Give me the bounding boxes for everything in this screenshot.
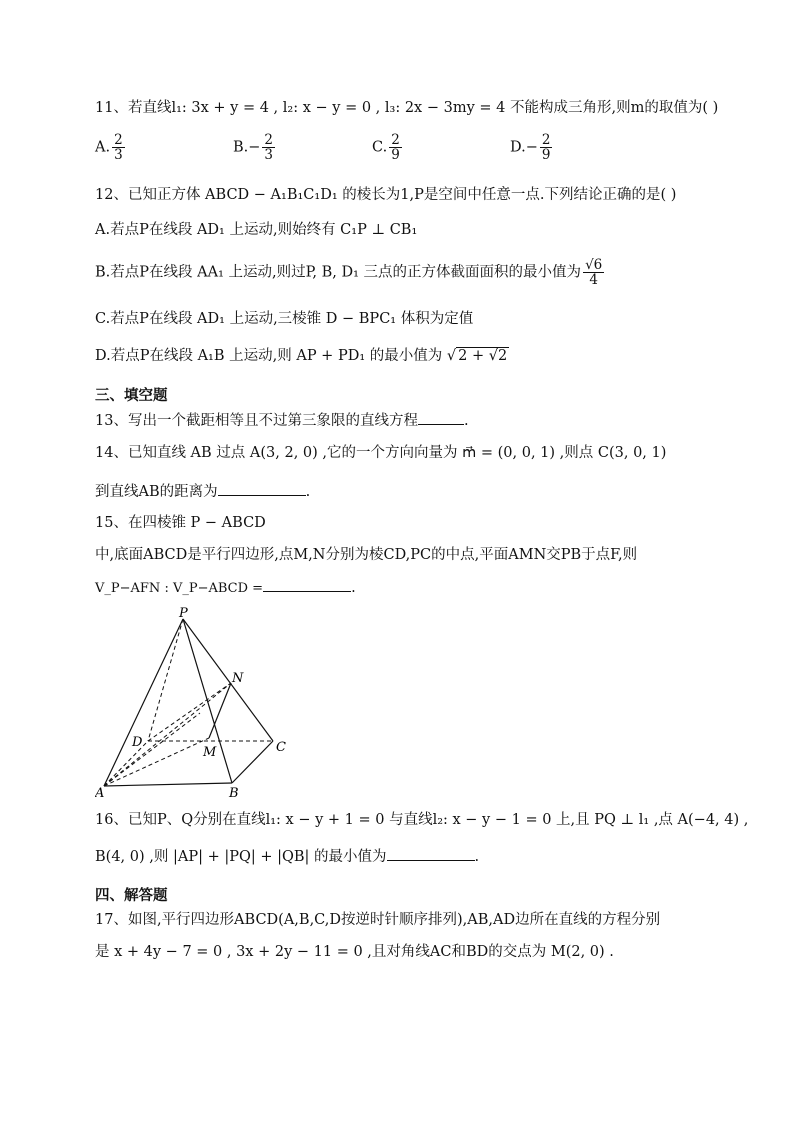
q11-option-a: [95, 133, 127, 162]
label-C: C: [276, 740, 286, 755]
fraction: $\frac{2}{3}$: [114, 132, 123, 164]
fraction: $\frac{2}{3}$: [264, 132, 274, 164]
section-heading-fill-in: 三、填空题: [95, 387, 168, 404]
segment-AF: [104, 713, 200, 786]
q12-option-b: B.若点P在线段 AA₁ 上运动,则过P, B, D₁ 三点的正方体截面面积的最小值为 $\frac{√6}{4}$: [95, 257, 603, 289]
pyramid-figure: [95, 603, 305, 798]
q14-line-2: 到直线AB的距离为 .: [95, 481, 310, 502]
q12-option-d: D.若点P在线段 A₁B 上运动,则 AP + PD₁ 的最小值为 √ 2 + √2: [95, 348, 508, 364]
q14-line-1: 14、已知直线 AB 过点 A(3, 2, 0) ,它的一个方向向量为 m⃗ = (0, 0, 1) ,则点 C(3, 0, 1): [95, 445, 667, 461]
q12-stem: 12、已知正方体 ABCD − A₁B₁C₁D₁ 的棱长为1,P是空间中任意一点.下列结论正确的是( ): [95, 187, 677, 203]
label-N: N: [232, 671, 244, 686]
label-P: P: [179, 606, 188, 621]
edge-PD: [148, 619, 183, 741]
option-label: A.: [95, 139, 111, 156]
edge-PC: [183, 619, 273, 741]
sqrt-expression: 2 + √2: [458, 348, 508, 364]
answer-blank: [263, 577, 351, 592]
fraction: $\frac{2}{9}$: [391, 132, 400, 164]
q16-line-1: 16、已知P、Q分别在直线l₁: x − y + 1 = 0 与直线l₂: x − y − 1 = 0 上,且 PQ ⊥ l₁ ,点 A(−4, 4) ,: [95, 812, 749, 828]
q13-stem: 13、写出一个截距相等且不过第三象限的直线方程 .: [95, 410, 469, 431]
q17-line-2: 是 x + 4y − 7 = 0 , 3x + 2y − 11 = 0 ,且对角线AC和BD的交点为 M(2, 0) .: [95, 944, 614, 960]
option-label: C.: [372, 139, 388, 156]
label-D: D: [132, 735, 143, 750]
segment-DN: [148, 683, 231, 741]
fraction: $\frac{√6}{4}$: [585, 257, 603, 289]
q12-option-c: C.若点P在线段 AD₁ 上运动,三棱锥 D − BPC₁ 体积为定值: [95, 311, 474, 327]
option-label: B.: [233, 139, 249, 156]
answer-blank: [218, 481, 306, 496]
q12-option-a: A.若点P在线段 AD₁ 上运动,则始终有 C₁P ⊥ CB₁: [95, 222, 418, 238]
q17-line-1: 17、如图,平行四边形ABCD(A,B,C,D按逆时针顺序排列),AB,AD边所在直线的方程分别: [95, 912, 661, 928]
q11-stem: 11、若直线l₁: 3x + y = 4 , l₂: x − y = 0 , l₃: 2x − 3my = 4 不能构成三角形,则m的取值为( ): [95, 100, 719, 116]
q11-option-d: D.− $\frac{2}{9}$: [510, 132, 551, 164]
q11-option-c: [372, 133, 404, 162]
q11-option-b: B.− $\frac{2}{3}$: [233, 132, 274, 164]
segment-AN: [104, 683, 231, 786]
label-M: M: [203, 745, 217, 760]
label-B: B: [229, 786, 239, 798]
label-A: A: [95, 786, 105, 798]
section-heading-solutions: 四、解答题: [95, 887, 168, 904]
segment-AM: [104, 738, 209, 786]
option-label: D.: [510, 139, 526, 156]
q15-line-3: V_P−AFN : V_P−ABCD = .: [95, 577, 356, 599]
answer-blank: [418, 410, 464, 425]
edge-AB: [104, 783, 232, 786]
answer-blank: [387, 846, 475, 861]
q16-line-2: B(4, 0) ,则 |AP| + |PQ| + |QB| 的最小值为 .: [95, 846, 479, 867]
edge-BC: [232, 741, 273, 783]
fraction: $\frac{2}{9}$: [541, 132, 551, 164]
q15-line-1: 15、在四棱锥 P − ABCD: [95, 515, 266, 531]
q15-line-2: 中,底面ABCD是平行四边形,点M,N分别为棱CD,PC的中点,平面AMN交PB于点F,则: [95, 547, 638, 563]
edge-PA: [104, 619, 183, 786]
